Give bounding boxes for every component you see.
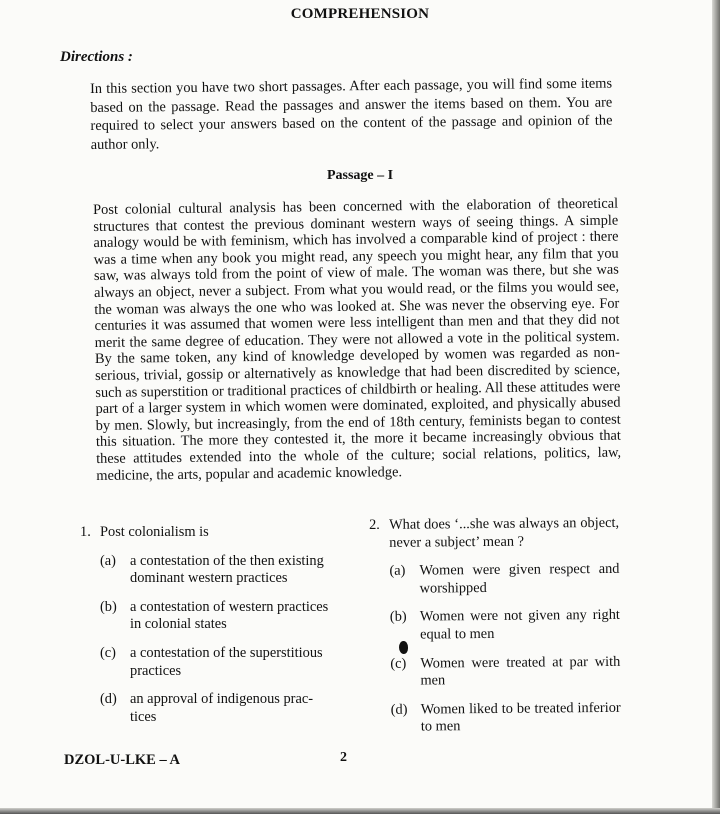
question-number: 2. xyxy=(369,516,380,533)
directions-label: Directions : xyxy=(60,49,133,65)
option-text: Women were treated at par with men xyxy=(420,653,621,689)
directions-text: In this section you have two short passages. After each passage, you will find some items based on the passage. Read the passages and answer the items based on them. You are required to select your answers based on the content of the passage and opinion of the author only. xyxy=(90,75,613,153)
option-c xyxy=(390,653,620,690)
passage-text: Post colonial cultural analysis has been concerned with the elaboration of theoretical structures that contest the previous dominant western ways of seeing things. A simple analogy would be with feminism, which has involved a comparable kind of project : there was a time when any book you might read, any speech you might hear, any film that you saw, was always told from the point of view of male. The woman was there, but she was always an object, never a subject. From what you would read, or the films you would see, the woman was always the one who was looked at. She was never the observing eye. For centuries it was assumed that women were less intelligent than men and that they did not merit the same degree of education. They were not allowed a vote in the political system. By the same token, any kind of knowledge developed by women was regarded as non-serious, trivial, gossip or alternatively as knowledge that had been discredited by science, such as superstition or traditional practices of childbirth or healing. All these attitudes were part of a larger system in which women were dominated, exploited, and physically abused by men. Slowly, but increasingly, from the end of 18th century, feminists began to contest this situation. The more they contested it, the more it became increasingly obvious that these attitudes extended into the whole of the culture; social relations, politics, law, medicine, the arts, popular and academic knowledge. xyxy=(93,195,622,484)
option-text: a contestation of western practices in colonial states xyxy=(130,598,329,633)
option-b xyxy=(100,599,332,634)
question-2 xyxy=(369,515,621,737)
question-stem xyxy=(369,515,619,552)
option-text: Women were given respect and worshipped xyxy=(419,561,620,597)
option-text: Women were not given any right equal to men xyxy=(419,607,620,643)
option-label: (a) xyxy=(389,562,406,580)
booklet-code: DZOL-U-LKE – A xyxy=(64,752,181,768)
option-label: (c) xyxy=(100,644,116,661)
option-a xyxy=(100,553,332,588)
scan-edge-bottom xyxy=(0,808,720,814)
question-1 xyxy=(80,524,332,726)
section-title: COMPREHENSION xyxy=(290,6,430,22)
ink-mark xyxy=(399,641,408,654)
question-text: Post colonialism is xyxy=(100,524,209,540)
option-a xyxy=(389,561,619,598)
option-d xyxy=(391,700,621,737)
scan-edge-right xyxy=(712,0,720,814)
option-label: (c) xyxy=(390,655,407,672)
option-label: (b) xyxy=(389,609,407,626)
option-label: (d) xyxy=(100,691,117,708)
option-text: Women liked to be treated inferior to men xyxy=(420,699,621,735)
option-label: (b) xyxy=(100,598,117,615)
page-number: 2 xyxy=(340,750,347,765)
option-label: (d) xyxy=(390,701,408,718)
option-text: an approval of indigenous prac-tices xyxy=(130,691,314,725)
option-b xyxy=(390,607,620,644)
option-label: (a) xyxy=(100,552,116,569)
option-d xyxy=(100,691,332,726)
option-c xyxy=(100,645,332,680)
option-text: a contestation of the then existing dominant western practices xyxy=(130,552,324,587)
question-number: 1. xyxy=(80,524,91,540)
question-stem xyxy=(80,524,332,542)
question-text: What does ‘...she was always an object, never a subject’ mean ? xyxy=(388,514,620,551)
option-text: a contestation of the superstitious practices xyxy=(130,644,323,679)
passage-title: Passage – I xyxy=(326,168,394,183)
